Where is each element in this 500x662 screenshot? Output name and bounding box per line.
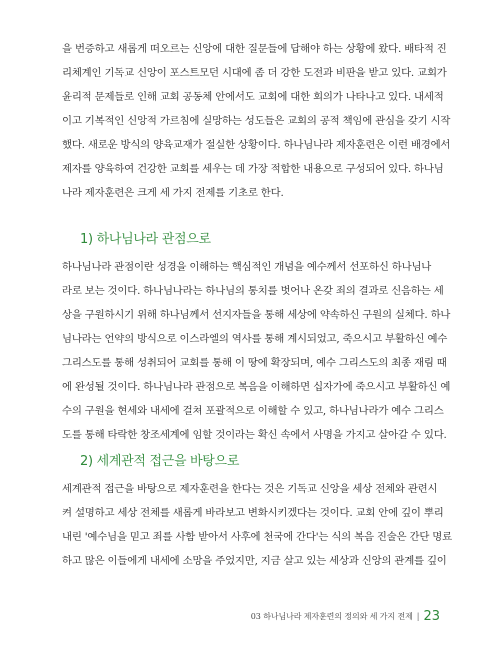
section-heading-2: 2) 세계관적 접근을 바탕으로 bbox=[80, 454, 240, 469]
text-line: 내린 '예수님을 믿고 죄를 사함 받아서 사후에 천국에 간다'는 식의 복음 진술은 간단 명료 bbox=[62, 531, 452, 543]
section1-paragraph bbox=[62, 255, 452, 447]
text-line: 세계관적 접근을 바탕으로 제자훈련을 한다는 것은 기독교 신앙을 세상 전체와 관련시 bbox=[62, 483, 438, 495]
text-line: 리체계인 기독교 신앙이 포스트모던 시대에 좀 더 강한 도전과 비판을 받고 있다. 교회가 bbox=[62, 67, 447, 79]
text-line: 도를 통해 타락한 창조세계에 임할 것이라는 확신 속에서 사명을 가지고 살아갈 수 있다. bbox=[62, 429, 447, 441]
running-title: 03 하나님나라 제자훈련의 정의와 세 가지 전제 bbox=[250, 612, 413, 621]
text-line: 상을 구원하시기 위해 하나님께서 선지자들을 통해 세상에 약속하신 구원의 실체다. 하나 bbox=[62, 309, 451, 321]
text-line: 이고 기복적인 신앙적 가르침에 실망하는 성도들은 교회의 공적 책임에 관심을 갖기 시작 bbox=[62, 115, 451, 127]
text-line: 나라 제자훈련은 크게 세 가지 전제를 기초로 한다. bbox=[62, 187, 284, 199]
page-footer bbox=[251, 609, 440, 624]
text-line: 그리스도를 통해 성취되어 교회를 통해 이 땅에 확장되며, 예수 그리스도의 최종 재림 때 bbox=[62, 357, 447, 369]
text-line: 라로 보는 것이다. 하나님나라는 하나님의 통치를 벗어나 온갖 죄의 결과로 신음하는 세 bbox=[62, 285, 444, 297]
text-line: 하나님나라 관점이란 성경을 이해하는 핵심적인 개념을 예수께서 선포하신 하나님나 bbox=[62, 261, 432, 273]
text-line: 켜 설명하고 세상 전체를 새롭게 바라보고 변화시키겠다는 것이다. 교회 안에 깊이 뿌리 bbox=[62, 507, 444, 519]
page-number: 23 bbox=[423, 609, 440, 624]
text-line: 윤리적 문제들로 인해 교회 공동체 안에서도 교회에 대한 회의가 나타나고 있다. 내세적 bbox=[62, 91, 444, 103]
text-line: 을 번증하고 새롭게 떠오르는 신앙에 대한 질문들에 답해야 하는 상황에 왔다. 배타적 진 bbox=[62, 43, 447, 55]
footer-separator: | bbox=[416, 612, 420, 621]
text-line: 수의 구원을 현세와 내세에 걸쳐 포괄적으로 이해할 수 있고, 하나님나라가 예수 그리스 bbox=[62, 405, 444, 417]
section2-paragraph bbox=[62, 477, 452, 573]
text-line: 하고 많은 이들에게 내세에 소망을 주었지만, 지금 살고 있는 세상과 신앙의 관계를 깊이 bbox=[62, 555, 447, 567]
text-line: 했다. 새로운 방식의 양육교재가 절실한 상황이다. 하나님나라 제자훈련은 이런 배경에서 bbox=[62, 139, 451, 151]
intro-paragraph bbox=[62, 37, 452, 205]
text-line: 제자를 양육하여 건강한 교회를 세우는 데 가장 적합한 내용으로 구성되어 있다. 하나님 bbox=[62, 163, 444, 175]
text-line: 님나라는 언약의 방식으로 이스라엘의 역사를 통해 계시되었고, 죽으시고 부활하신 예수 bbox=[62, 333, 448, 345]
text-line: 에 완성될 것이다. 하나님나라 관점으로 복음을 이해하면 십자가에 죽으시고 부활하신 예 bbox=[62, 381, 451, 393]
section-heading-1: 1) 하나님나라 관점으로 bbox=[80, 232, 211, 247]
